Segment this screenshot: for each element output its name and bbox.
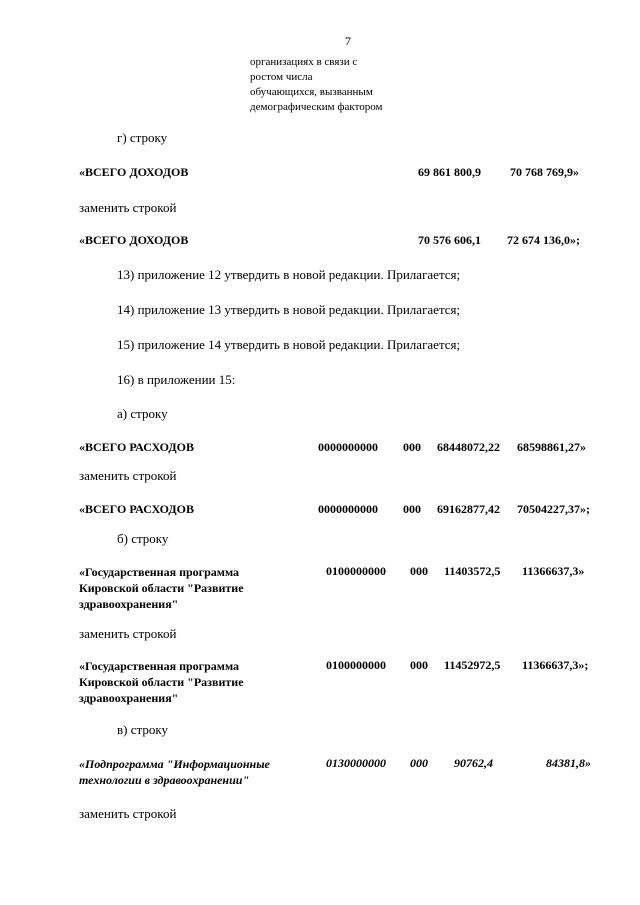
program-value-2: 11366637,3» (522, 564, 585, 578)
program-label (79, 564, 244, 612)
program-value-2: 11366637,3»; (522, 658, 589, 672)
program-label-line: «Государственная программа (79, 565, 240, 579)
replace-text: заменить строкой (79, 806, 177, 821)
expense-total-label: «ВСЕГО РАСХОДОВ (79, 502, 194, 516)
expense-total-value-1: 69162877,42 (437, 502, 500, 516)
income-total-value-2: 72 674 136,0»; (507, 233, 580, 247)
paragraph-14: 14) приложение 13 утвердить в новой редакции. Прилагается; (117, 302, 461, 317)
income-total-label: «ВСЕГО ДОХОДОВ (79, 233, 189, 247)
program-label-line: Кировской области "Развитие (79, 581, 244, 595)
program-code: 0100000000 (326, 564, 386, 578)
program-code: 0100000000 (326, 658, 386, 672)
item-v-label: в) строку (117, 722, 168, 737)
program-value-1: 11452972,5 (444, 658, 501, 672)
program-label-line: здравоохранения" (79, 691, 179, 705)
expense-total-kvr: 000 (403, 502, 421, 516)
expense-total-value-1: 68448072,22 (437, 440, 500, 454)
program-label-line: здравоохранения" (79, 597, 179, 611)
program-label-line: «Государственная программа (79, 659, 240, 673)
replace-text: заменить строкой (79, 200, 177, 215)
subprogram-value-2: 84381,8» (546, 756, 591, 770)
item-a-label: а) строку (117, 406, 168, 421)
header-line: обучающихся, вызванным (250, 86, 373, 98)
subprogram-label-line: «Подпрограмма "Информационные (79, 757, 270, 771)
expense-total-value-2: 70504227,37»; (517, 502, 590, 516)
expense-total-code: 0000000000 (318, 502, 378, 516)
subprogram-kvr: 000 (410, 756, 428, 770)
expense-total-kvr: 000 (403, 440, 421, 454)
replace-text: заменить строкой (79, 626, 177, 641)
paragraph-13: 13) приложение 12 утвердить в новой редакции. Прилагается; (117, 267, 461, 282)
header-fragment (250, 55, 382, 115)
replace-text: заменить строкой (79, 468, 177, 483)
program-value-1: 11403572,5 (444, 564, 501, 578)
program-kvr: 000 (410, 564, 428, 578)
expense-total-value-2: 68598861,27» (517, 440, 586, 454)
program-label-line: Кировской области "Развитие (79, 675, 244, 689)
paragraph-16: 16) в приложении 15: (117, 372, 236, 387)
page-number: 7 (345, 34, 351, 48)
item-b-label: б) строку (117, 531, 169, 546)
income-total-value-1: 69 861 800,9 (418, 165, 481, 179)
item-g-label: г) строку (117, 130, 168, 145)
paragraph-15: 15) приложение 14 утвердить в новой редакции. Прилагается; (117, 337, 461, 352)
income-total-label: «ВСЕГО ДОХОДОВ (79, 165, 189, 179)
income-total-value-2: 70 768 769,9» (510, 165, 579, 179)
subprogram-value-1: 90762,4 (454, 756, 493, 770)
program-label (79, 658, 244, 706)
subprogram-label-line: технологии в здравоохранении" (79, 773, 250, 787)
header-line: организациях в связи с (250, 56, 358, 68)
expense-total-code: 0000000000 (318, 440, 378, 454)
header-line: демографическим фактором (250, 101, 383, 113)
subprogram-label (79, 756, 270, 788)
subprogram-code: 0130000000 (326, 756, 386, 770)
expense-total-label: «ВСЕГО РАСХОДОВ (79, 440, 194, 454)
income-total-value-1: 70 576 606,1 (418, 233, 481, 247)
program-kvr: 000 (410, 658, 428, 672)
header-line: ростом числа (250, 71, 313, 83)
